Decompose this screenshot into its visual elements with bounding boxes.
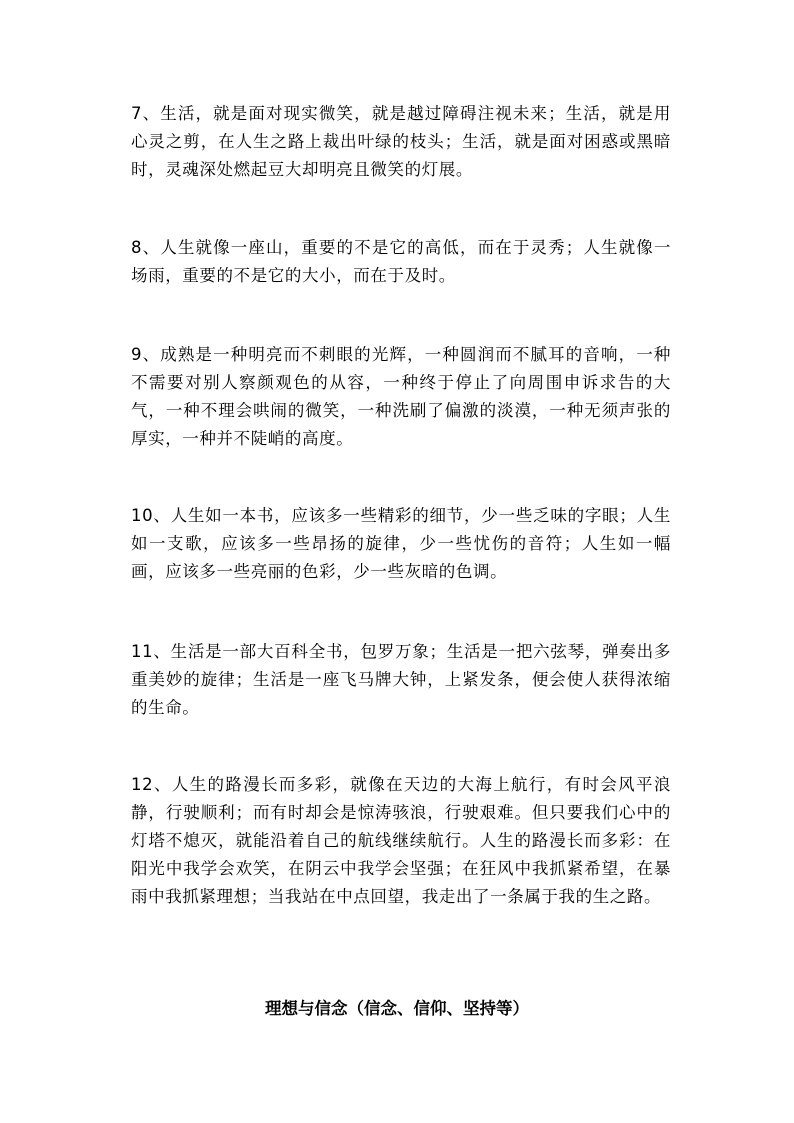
paragraph-12: 12、人生的路漫长而多彩，就像在天边的大海上航行，有时会风平浪静，行驶顺利；而有时却会是惊涛骇浪，行驶艰难。但只要我们心中的灯塔不熄灭，就能沿着自己的航线继续航行。人生的路漫长而多彩：在阳光中我学会欢笑，在阴云中我学会坚强；在狂风中我抓紧希望，在暴雨中我抓紧理想；当我站在中点回望，我走出了一条属于我的生之路。: [131, 775, 671, 906]
section-heading: 理想与信念（信念、信仰、坚持等）: [265, 999, 529, 1018]
paragraph-11: 11、生活是一部大百科全书，包罗万象；生活是一把六弦琴，弹奏出多重美妙的旋律；生活是一座飞马牌大钟，上紧发条，便会使人获得浓缩的生命。: [131, 642, 671, 717]
paragraph-9: 9、成熟是一种明亮而不刺眼的光辉，一种圆润而不腻耳的音响，一种不需要对别人察颜观色的从容，一种终于停止了向周围申诉求告的大气，一种不理会哄闹的微笑，一种洗刷了偏激的淡漠，一种无须声张的厚实，一种并不陡峭的高度。: [131, 345, 671, 448]
paragraph-7: 7、生活，就是面对现实微笑，就是越过障碍注视未来；生活，就是用心灵之剪，在人生之路上裁出叶绿的枝头；生活，就是面对困惑或黑暗时，灵魂深处燃起豆大却明亮且微笑的灯展。: [131, 104, 671, 179]
paragraph-10: 10、人生如一本书，应该多一些精彩的细节，少一些乏味的字眼；人生如一支歌，应该多一些昂扬的旋律，少一些忧伤的音符；人生如一幅画，应该多一些亮丽的色彩，少一些灰暗的色调。: [131, 506, 671, 581]
paragraph-8: 8、人生就像一座山，重要的不是它的高低，而在于灵秀；人生就像一场雨，重要的不是它的大小，而在于及时。: [131, 238, 671, 285]
